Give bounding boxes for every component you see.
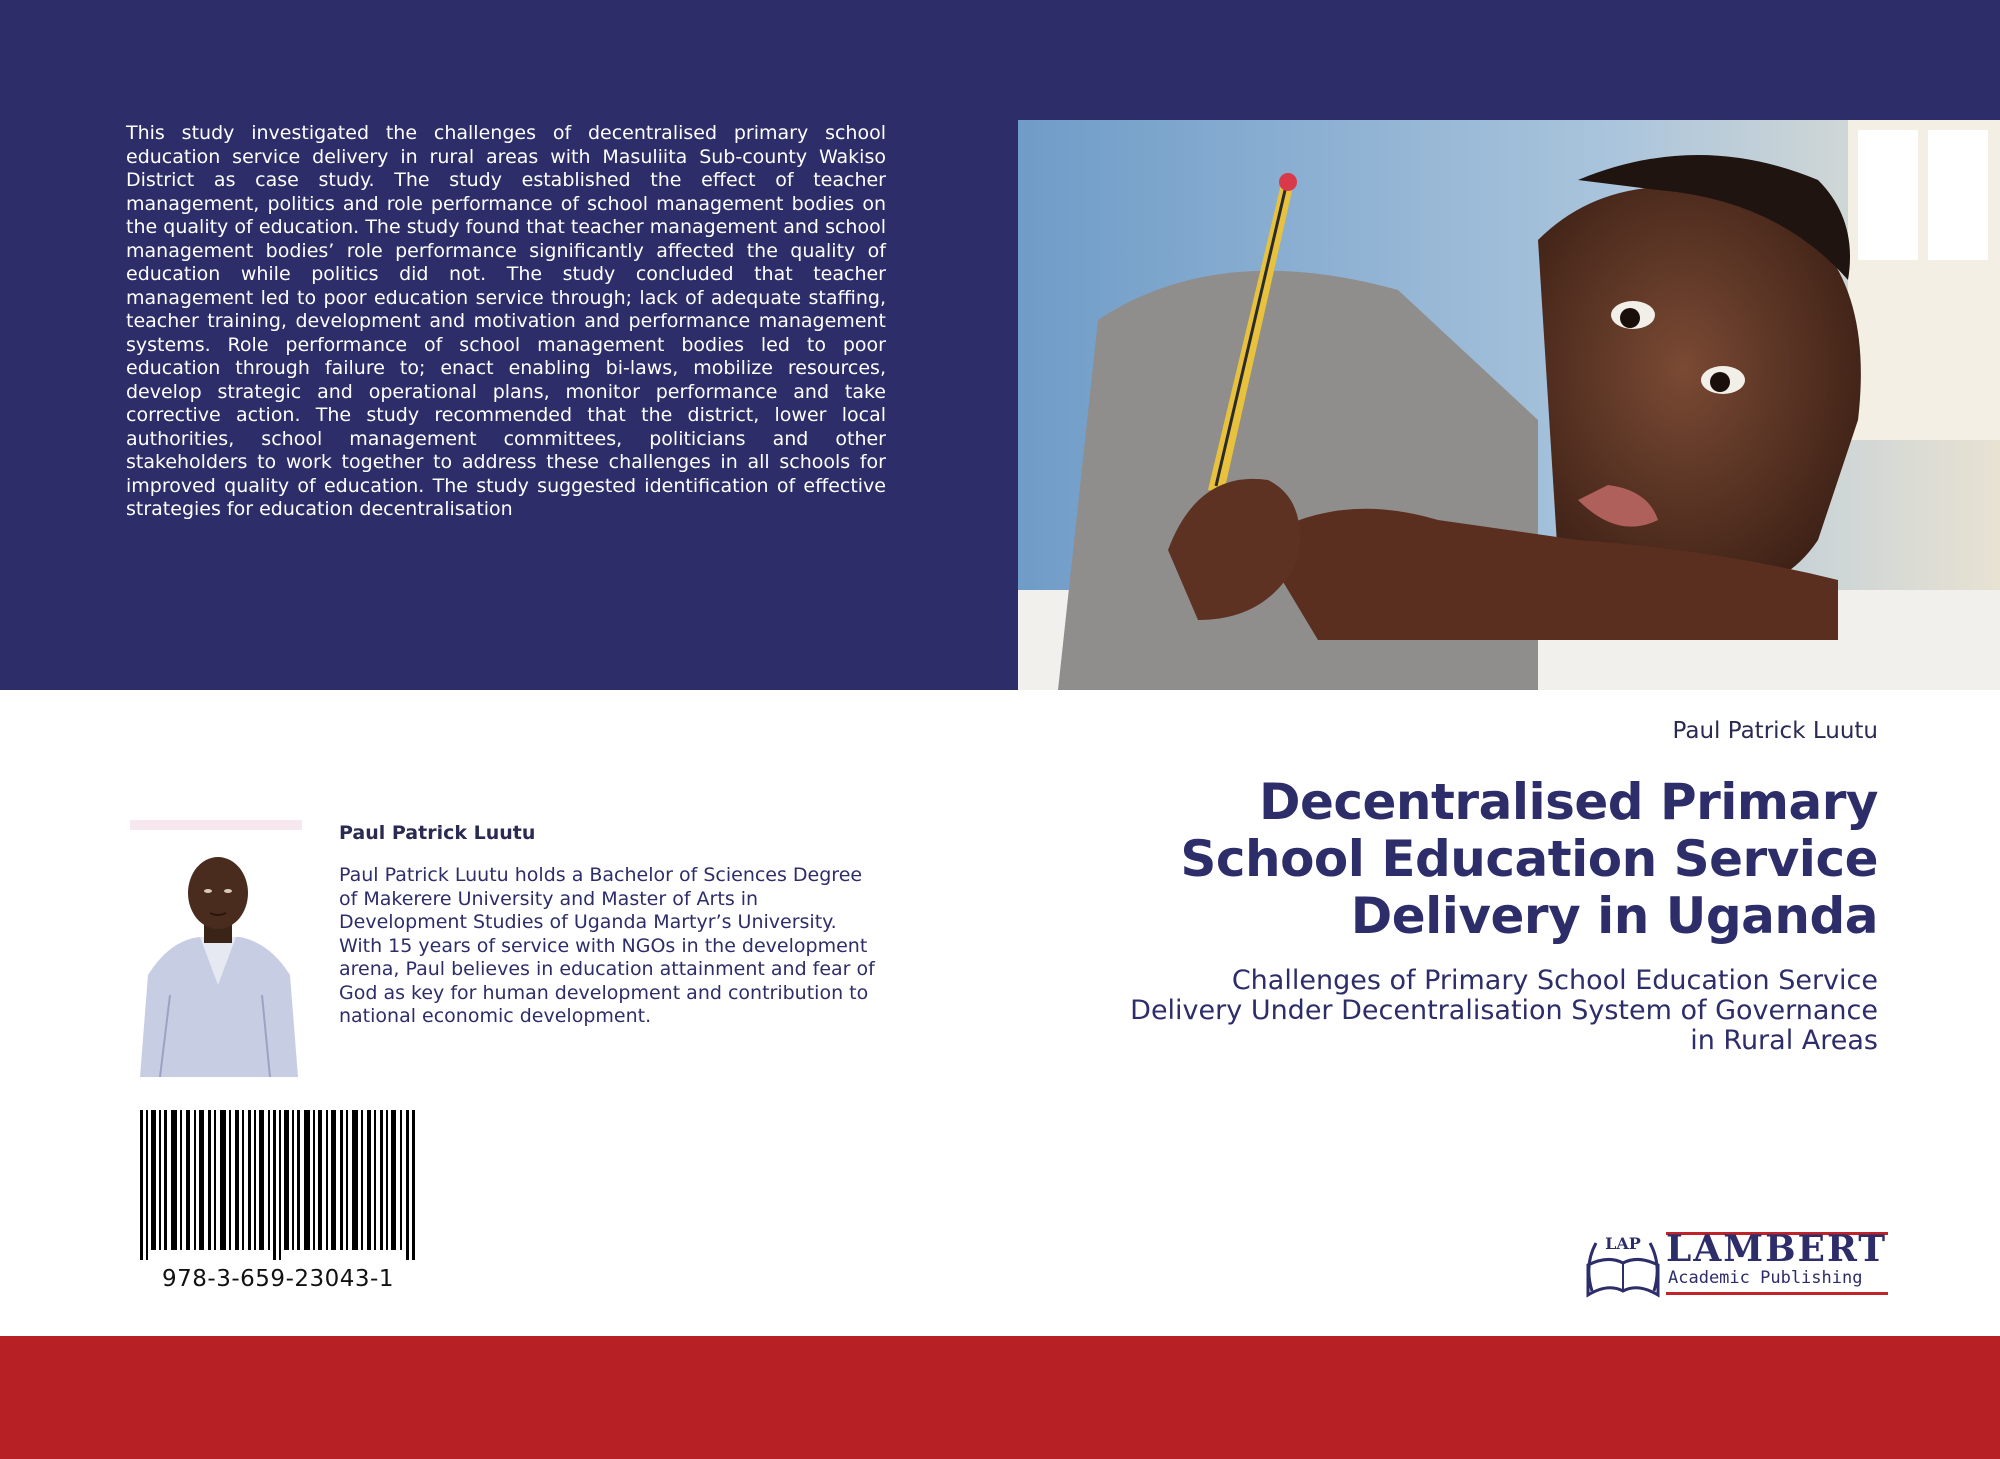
front-author-name: Paul Patrick Luutu (1672, 718, 1878, 744)
open-book-logo-icon (1578, 1225, 1668, 1305)
bottom-band (0, 1336, 2000, 1459)
publisher-logo-mark: LAP (1605, 1234, 1641, 1253)
back-cover-blurb: This study investigated the challenges of decentralised primary school education service delivery in rural areas with Masuliita Sub-county Wakiso District as case study. The study established the effect of teacher management, politics and role performance of school management bodies on the quality of education. The study found that teacher management and school management bodies’ role performance significantly affected the quality of education while politics did not. The study concluded that teacher management led to poor education service through; lack of adequate staffing, teacher training, development and motivation and performance management systems. Role performance of school management bodies led to poor education through failure to; enact enabling bi-laws, mobilize resources, develop strategic and operational plans, monitor performance and take corrective action. The study recommended that the district, lower local authorities, school management committees, politicians and other stakeholders to work together to address these challenges in all schools for improved quality of education. The study suggested identification of effective strategies for education decentralisation (126, 122, 886, 520)
author-portrait (130, 845, 302, 1077)
publisher-name: LAMBERT (1666, 1228, 1888, 1270)
publisher-tagline: Academic Publishing (1668, 1268, 1863, 1288)
cover-photo (1018, 120, 2000, 690)
book-subtitle: Challenges of Primary School Education Service Delivery Under Decentralisation System of Governance in Rural Areas (1130, 965, 1878, 1056)
isbn-number: 978-3-659-23043-1 (162, 1266, 394, 1292)
barcode-icon (138, 1110, 418, 1260)
photo-strip (130, 820, 302, 830)
publisher-rule-bottom (1666, 1292, 1888, 1295)
author-name: Paul Patrick Luutu (339, 822, 536, 844)
book-title: Decentralised Primary School Education Service Delivery in Uganda (1180, 773, 1878, 945)
author-bio: Paul Patrick Luutu holds a Bachelor of Sciences Degree of Makerere University and Master of Arts in Development Studies of Uganda Martyr’s University. With 15 years of service with NGOs in the development arena, Paul believes in education attainment and fear of God as key for human development and contribution to national economic development. (339, 864, 875, 1027)
